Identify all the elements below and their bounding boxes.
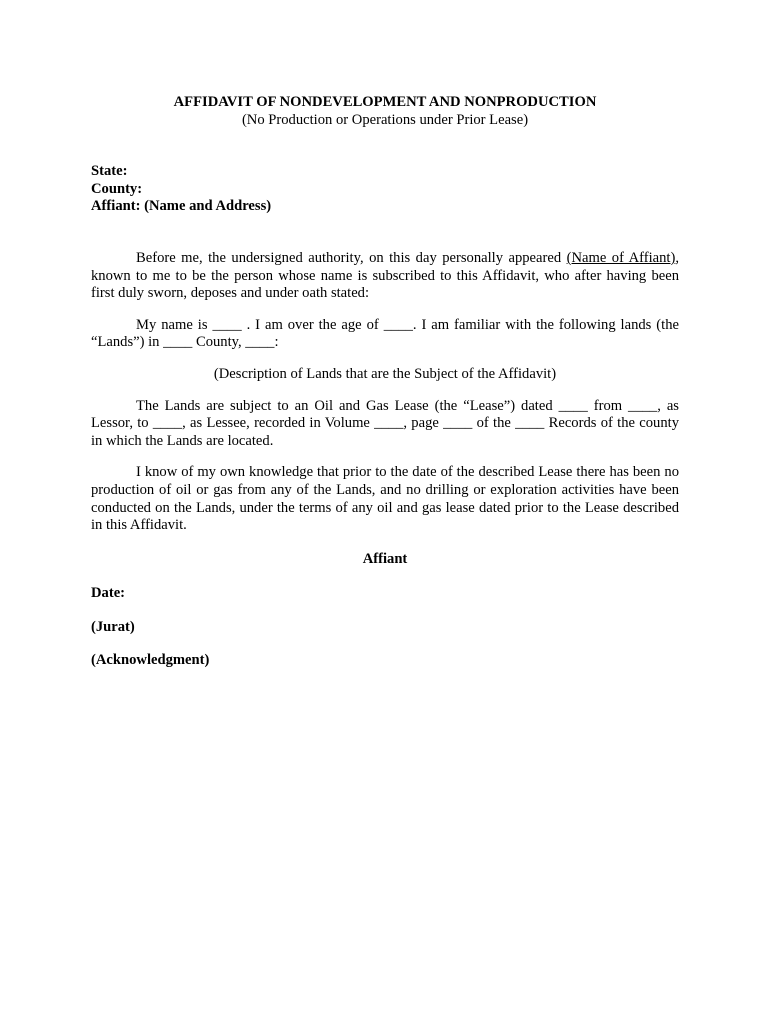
jurat-label: (Jurat) (91, 618, 135, 635)
header-fields (91, 163, 679, 216)
paragraph-lease: The Lands are subject to an Oil and Gas Lease (the “Lease”) dated ____ from ____, as Lessor, to ____, as Lessee, recorded in Volume ____, page ____ of the ____ Records of the county in which the Lands are located. (91, 397, 679, 449)
paragraph-knowledge: I know of my own knowledge that prior to the date of the described Lease there has been no production of oil or gas from any of the Lands, and no drilling or exploration activities have been conducted on the Lands, under the terms of any oil and gas lease dated prior to the Lease described in this Affidavit. (91, 464, 679, 534)
state-label: State: (91, 163, 128, 180)
acknowledgment-label: (Acknowledgment) (91, 652, 210, 669)
date-label: Date: (91, 585, 126, 602)
affiant-name-placeholder: (Name of Affiant) (566, 249, 676, 266)
paragraph-appearance (91, 250, 679, 303)
lands-description: (Description of Lands that are the Subject of the Affidavit) (213, 365, 557, 382)
paragraph-identity: My name is ____ . I am over the age of ____. I am familiar with the following lands (the “Lands”) in ____ County, ____: (91, 316, 679, 351)
document-title: AFFIDAVIT OF NONDEVELOPMENT AND NONPRODUCTION (173, 94, 597, 110)
document-page (91, 94, 679, 670)
affiant-signature-label: Affiant (362, 550, 408, 567)
county-label: County: (91, 180, 143, 197)
paragraph-appearance-end: , known to me to be the person whose name is subscribed to this Affidavit, who after having been first duly sworn, deposes and under oath stated: (91, 249, 679, 302)
affiant-label: Affiant: (Name and Address) (91, 198, 272, 215)
paragraph-appearance-start: Before me, the undersigned authority, on this day personally appeared (136, 249, 567, 266)
document-subtitle: (No Production or Operations under Prior Lease) (241, 111, 529, 128)
title-block (91, 94, 679, 129)
